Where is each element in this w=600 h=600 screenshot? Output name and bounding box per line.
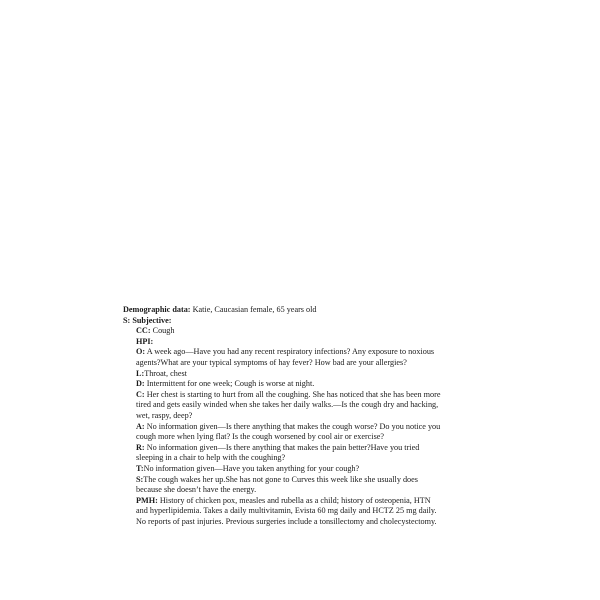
pmh-text-1: History of chicken pox, measles and rubella as a child; history of osteopenia, HTN: [157, 495, 431, 505]
location-line: [123, 369, 483, 380]
duration-label: D:: [136, 379, 145, 389]
aggravating-line-1: [123, 422, 483, 433]
duration-line: [123, 379, 483, 390]
characteristics-line-2: tired and gets easily winded when she takes her daily walks.—Is the cough dry and hacking,: [136, 400, 439, 410]
onset-line-1: [123, 347, 483, 358]
pmh-label: PMH:: [136, 495, 158, 505]
cc-label: CC:: [136, 326, 151, 336]
characteristics-label: C:: [136, 389, 145, 399]
hpi-label: HPI:: [136, 336, 154, 346]
location-text: Throat, chest: [144, 368, 187, 378]
relieving-label: R:: [136, 442, 145, 452]
onset-text-1: A week ago—Have you had any recent respiratory infections? Any exposure to noxious: [145, 347, 435, 357]
aggravating-label: A:: [136, 421, 145, 431]
severity-text-1: The cough wakes her up.She has not gone to Curves this week like she usually does: [143, 474, 418, 484]
pmh-line-2: and hyperlipidemia. Takes a daily multivitamin, Evista 60 mg daily and HCTZ 25 mg daily.: [136, 506, 437, 516]
cc-text: Cough: [150, 326, 175, 336]
soap-note: [123, 305, 483, 527]
pmh-line-1: [123, 496, 483, 507]
aggravating-line-2: cough more when lying flat? Is the cough worsened by cool air or exercise?: [136, 432, 385, 442]
relieving-text-1: No information given—Is there anything that makes the pain better?Have you tried: [144, 442, 420, 452]
location-label: L:: [136, 368, 145, 378]
aggravating-text-1: No information given—Is there anything that makes the cough worse? Do you notice you: [144, 421, 441, 431]
subjective-label: S: Subjective:: [123, 315, 172, 325]
duration-text: Intermittent for one week; Cough is worse at night.: [144, 379, 315, 389]
demographic-line: [123, 305, 483, 316]
demographic-text: Katie, Caucasian female, 65 years old: [190, 305, 317, 314]
onset-label: O:: [136, 347, 146, 357]
severity-line-2: because she doesn’t have the energy.: [136, 485, 257, 495]
cc-line: [123, 326, 483, 337]
subjective-heading: [123, 316, 483, 327]
characteristics-line-3: wet, raspy, deep?: [136, 410, 193, 420]
relieving-line-2: sleeping in a chair to help with the coughing?: [136, 453, 286, 463]
demographic-label: Demographic data:: [123, 305, 191, 314]
severity-line-1: [123, 475, 483, 486]
severity-label: S:: [136, 474, 144, 484]
pmh-line-3: No reports of past injuries. Previous surgeries include a tonsillectomy and cholecystectomy.: [136, 516, 437, 526]
treatment-text: No information given—Have you taken anything for your cough?: [143, 463, 360, 473]
treatment-line: [123, 464, 483, 475]
relieving-line-1: [123, 443, 483, 454]
onset-line-2: agents?What are your typical symptoms of hay fever? How bad are your allergies?: [136, 357, 407, 367]
characteristics-line-1: [123, 390, 483, 401]
characteristics-text-1: Her chest is starting to hurt from all the coughing. She has noticed that she has been more: [144, 389, 441, 399]
treatment-label: T:: [136, 463, 144, 473]
hpi-heading: [123, 337, 483, 348]
